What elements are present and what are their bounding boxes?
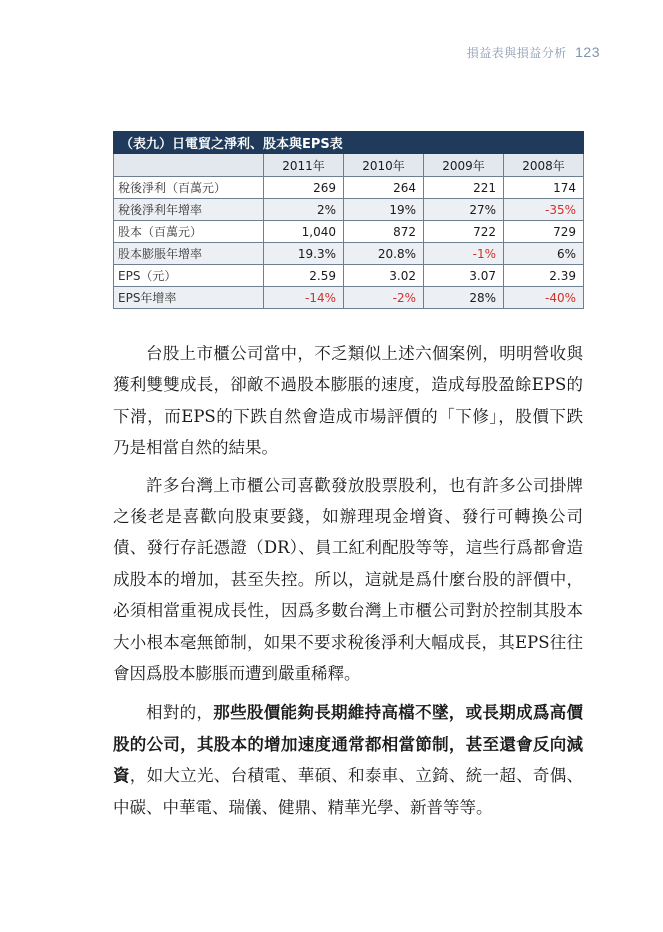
table-row	[114, 221, 584, 243]
column-header: 2011年	[264, 154, 344, 177]
table-cell: 174	[504, 177, 584, 199]
paragraph	[113, 697, 583, 823]
column-header: 2008年	[504, 154, 584, 177]
header-blank-cell	[114, 154, 264, 177]
row-label: EPS（元）	[114, 265, 264, 287]
table-cell: 6%	[504, 243, 584, 265]
row-label: EPS年增率	[114, 287, 264, 309]
running-title: 損益表與損益分析	[466, 46, 567, 60]
table-cell: 729	[504, 221, 584, 243]
financial-table	[113, 131, 584, 309]
table-cell: -1%	[424, 243, 504, 265]
table-cell: 872	[344, 221, 424, 243]
column-header: 2009年	[424, 154, 504, 177]
table-row	[114, 243, 584, 265]
row-label: 稅後淨利年增率	[114, 199, 264, 221]
column-header: 2010年	[344, 154, 424, 177]
table-cell: 264	[344, 177, 424, 199]
table-cell: -40%	[504, 287, 584, 309]
row-label: 稅後淨利（百萬元）	[114, 177, 264, 199]
table-header-row	[114, 154, 584, 177]
emphasized-text: 那些股價能夠長期維持高檔不墜，或長期成爲高價股的公司，其股本的增加速度通常都相當節制，甚至還會反向減資	[113, 703, 584, 786]
body-text	[113, 338, 583, 823]
row-label: 股本（百萬元）	[114, 221, 264, 243]
data-table-container	[113, 131, 583, 309]
table-cell: 2.39	[504, 265, 584, 287]
table-cell: 19.3%	[264, 243, 344, 265]
table-cell: 2.59	[264, 265, 344, 287]
table-cell: 269	[264, 177, 344, 199]
table-cell: 1,040	[264, 221, 344, 243]
table-cell: -35%	[504, 199, 584, 221]
running-header	[467, 44, 600, 61]
paragraph: 許多台灣上市櫃公司喜歡發放股票股利，也有許多公司掛牌之後老是喜歡向股東要錢，如辦理現金增資、發行可轉換公司債、發行存託憑證（DR）、員工紅利配股等等，這些行爲都會造成股本的增加，甚至失控。所以，這就是爲什麼台股的評價中，必須相當重視成長性，因爲多數台灣上市櫃公司對於控制其股本大小根本毫無節制，如果不要求稅後淨利大幅成長，其EPS往往會因爲股本膨脹而遭到嚴重稀釋。	[113, 475, 583, 684]
table-cell: 2%	[264, 199, 344, 221]
table-caption: （表九）日電貿之淨利、股本與EPS表	[114, 132, 584, 154]
table-cell: 722	[424, 221, 504, 243]
table-cell: -14%	[264, 287, 344, 309]
table-cell: 20.8%	[344, 243, 424, 265]
paragraph-lead: 相對的，	[146, 703, 214, 723]
table-row	[114, 287, 584, 309]
paragraph-tail: ，如大立光、台積電、華碩、和泰車、立錡、統一超、奇偶、中碳、中華電、瑞儀、健鼎、精華光學、新普等等。	[113, 766, 584, 817]
page-number: 123	[575, 44, 600, 60]
table-row	[114, 199, 584, 221]
table-row	[114, 177, 584, 199]
table-cell: 27%	[424, 199, 504, 221]
row-label: 股本膨脹年增率	[114, 243, 264, 265]
table-cell: 3.02	[344, 265, 424, 287]
table-cell: 28%	[424, 287, 504, 309]
paragraph: 台股上市櫃公司當中，不乏類似上述六個案例，明明營收與獲利雙雙成長，卻敵不過股本膨脹的速度，造成每股盈餘EPS的下滑，而EPS的下跌自然會造成市場評價的「下修」，股價下跌乃是相當自然的結果。	[113, 344, 583, 458]
table-cell: 221	[424, 177, 504, 199]
table-row	[114, 265, 584, 287]
table-cell: 19%	[344, 199, 424, 221]
table-cell: -2%	[344, 287, 424, 309]
table-cell: 3.07	[424, 265, 504, 287]
